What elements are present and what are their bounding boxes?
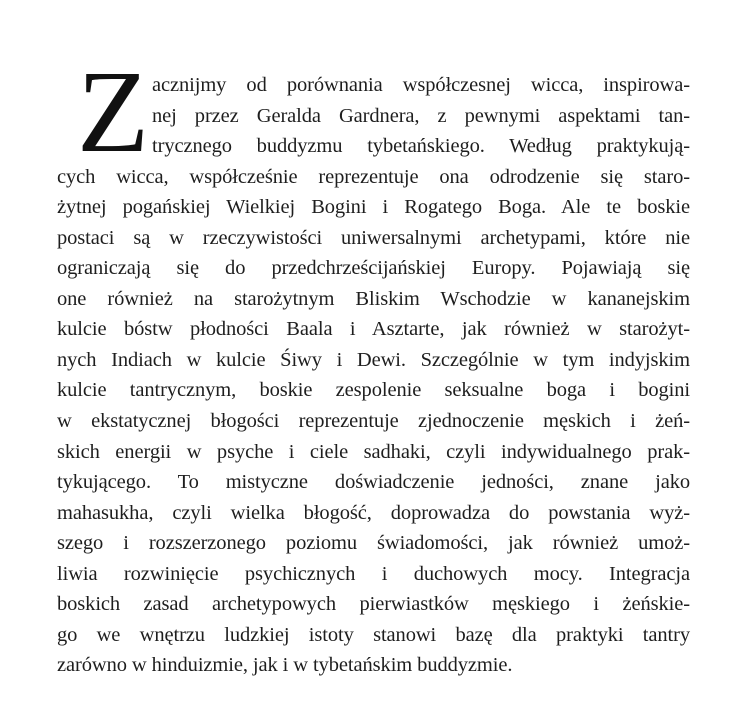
text-line: ograniczają się do przedchrześcijańskiej Europy. Pojawiają się	[57, 257, 690, 280]
text-line: w ekstatycznej błogości reprezentuje zjednoczenie męskich i żeń-	[57, 410, 690, 433]
text-line: acznijmy od porównania współczesnej wicca, inspirowa-	[152, 74, 690, 96]
text-line: one również na starożytnym Bliskim Wschodzie w kananejskim	[57, 287, 690, 310]
text-line: cych wicca, współcześnie reprezentuje ona odrodzenie się staro-	[57, 165, 690, 188]
text-line: szego i rozszerzonego poziomu świadomości, jak również umoż-	[57, 532, 690, 555]
body-paragraph	[57, 70, 690, 681]
text-line: tykującego. To mistyczne doświadczenie jedności, znane jako	[57, 471, 690, 494]
text-line: boskich zasad archetypowych pierwiastków męskiego i żeńskie-	[57, 593, 690, 616]
drop-cap: Z	[77, 46, 150, 177]
text-line: nej przez Geralda Gardnera, z pewnymi aspektami tan-	[152, 104, 690, 127]
text-line: skich energii w psyche i ciele sadhaki, czyli indywidualnego prak-	[57, 440, 690, 463]
text-line: trycznego buddyzmu tybetańskiego. Według praktykują-	[152, 135, 690, 158]
text-line: kulcie bóstw płodności Baala i Asztarte, jak również w starożyt-	[57, 318, 690, 341]
text-line: liwia rozwinięcie psychicznych i duchowych mocy. Integracja	[57, 562, 690, 585]
text-line: kulcie tantrycznym, boskie zespolenie seksualne boga i bogini	[57, 379, 690, 402]
text-line: postaci są w rzeczywistości uniwersalnymi archetypami, które nie	[57, 226, 690, 249]
text-line: żytnej pogańskiej Wielkiej Bogini i Rogatego Boga. Ale te boskie	[57, 196, 690, 219]
text-line: zarówno w hinduizmie, jak i w tybetańskim buddyzmie.	[57, 654, 513, 677]
text-line: nych Indiach w kulcie Śiwy i Dewi. Szczególnie w tym indyjskim	[57, 348, 690, 371]
text-line: go we wnętrzu ludzkiej istoty stanowi bazę dla praktyki tantry	[57, 623, 690, 646]
text-line: mahasukha, czyli wielka błogość, doprowadza do powstania wyż-	[57, 501, 690, 524]
